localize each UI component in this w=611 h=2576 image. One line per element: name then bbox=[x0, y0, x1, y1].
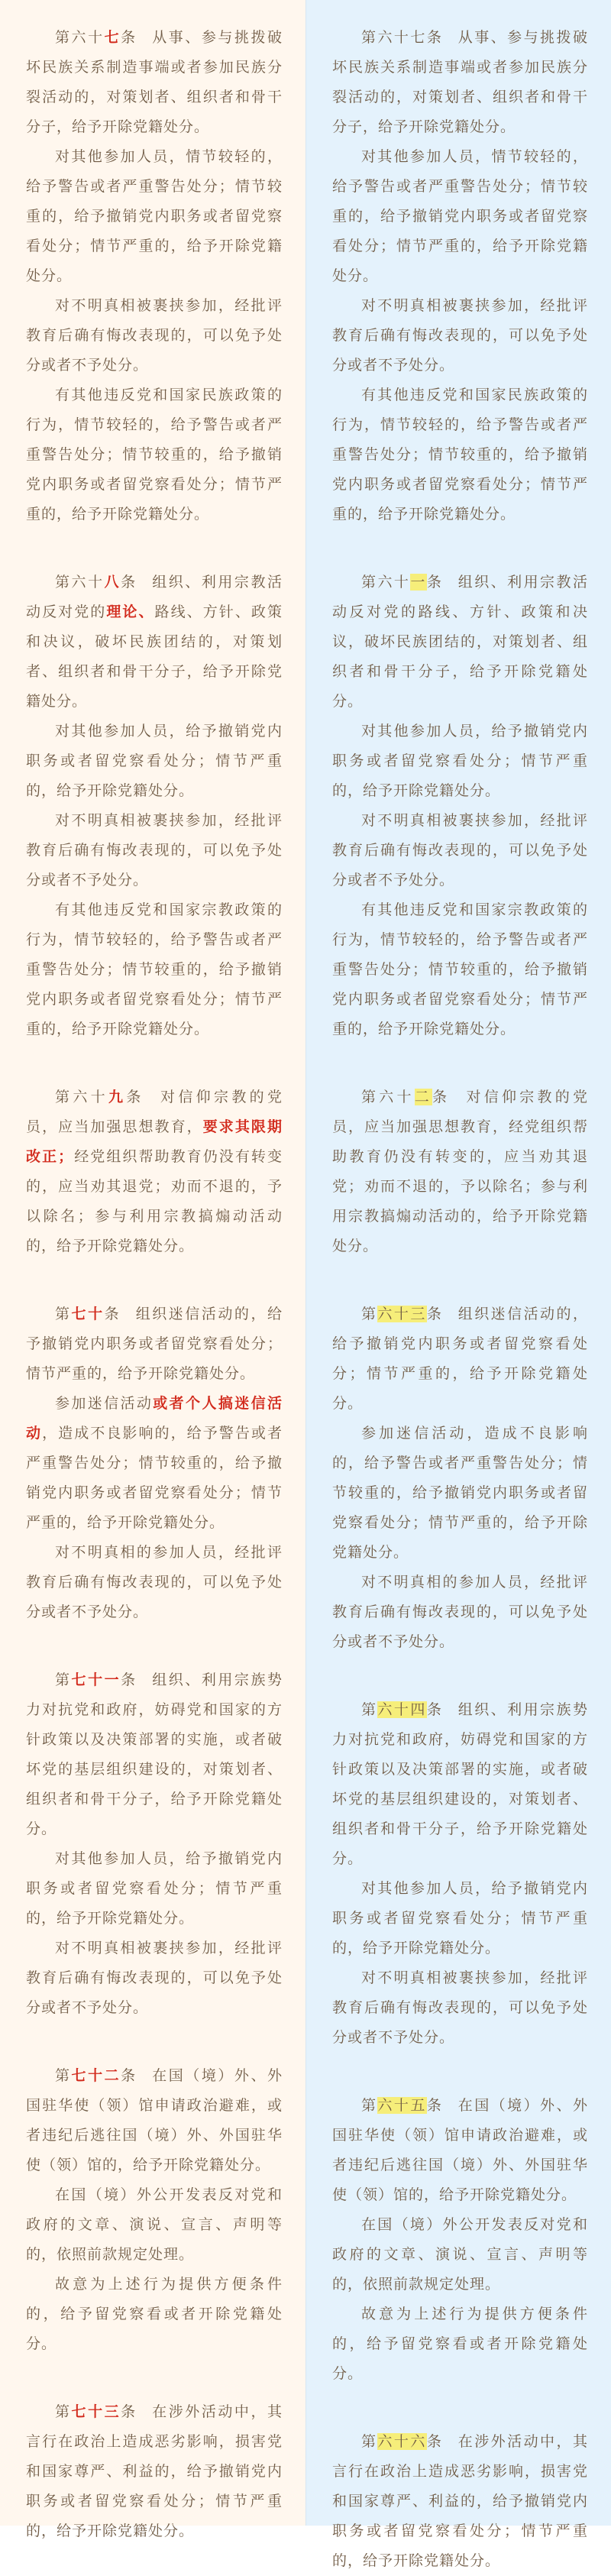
article-paragraph: 第七十二条 在国（境）外、外国驻华使（领）馆申请政治避难，或者违纪后逃往国（境）外、外国驻华使（领）馆的，给予开除党籍处分。 bbox=[26, 2067, 283, 2173]
article-paragraph: 参加迷信活动或者个人搞迷信活动，造成不良影响的，给予警告或者严重警告处分；情节较重的，给予撤销党内职务或者留党察看处分；情节严重的，给予开除党籍处分。 bbox=[26, 1395, 283, 1531]
article-paragraph: 有其他违反党和国家民族政策的行为，情节较轻的，给予警告或者严重警告处分；情节较重的，给予撤销党内职务或者留党察看处分；情节严重的，给予开除党籍处分。 bbox=[332, 387, 588, 523]
revision-highlight: 或者个人搞迷信活动 bbox=[26, 1395, 283, 1442]
revision-highlight: 理论、 bbox=[106, 604, 155, 620]
article-paragraph: 对不明真相被裹挟参加，经批评教育后确有悔改表现的，可以免予处分或者不予处分。 bbox=[26, 1940, 283, 2016]
article-64 bbox=[332, 1695, 588, 2053]
article-paragraph: 第六十一条 组织、利用宗教活动反对党的路线、方针、政策和决议，破坏民族团结的，对策划者、组织者和骨干分子，给予开除党籍处分。 bbox=[332, 574, 588, 710]
article-paragraph: 第六十八条 组织、利用宗教活动反对党的理论、路线、方针、政策和决议，破坏民族团结的，对策划者、组织者和骨干分子，给予开除党籍处分。 bbox=[26, 574, 283, 710]
article-number: 第六十四条 bbox=[361, 1701, 444, 1718]
article-paragraph: 对其他参加人员，情节较轻的，给予警告或者严重警告处分；情节较重的，给予撤销党内职务或者留党察看处分；情节严重的，给予开除党籍处分。 bbox=[26, 148, 283, 284]
article-paragraph: 第六十七条 从事、参与挑拨破坏民族关系制造事端或者参加民族分裂活动的，对策划者、组织者和骨干分子，给予开除党籍处分。 bbox=[26, 29, 283, 135]
article-71 bbox=[26, 1665, 283, 2023]
article-73 bbox=[26, 2397, 283, 2546]
article-62 bbox=[332, 1083, 588, 1261]
article-paragraph: 对不明真相被裹挟参加，经批评教育后确有悔改表现的，可以免予处分或者不予处分。 bbox=[332, 812, 588, 888]
article-number: 第六十二条 bbox=[361, 1089, 451, 1105]
article-number: 第七十一条 bbox=[55, 1671, 137, 1688]
article-number: 第六十七条 bbox=[361, 29, 444, 46]
article-number: 第六十七条 bbox=[55, 29, 137, 46]
article-number: 第六十八条 bbox=[55, 574, 137, 591]
article-paragraph: 对其他参加人员，给予撤销党内职务或者留党察看处分；情节严重的，给予开除党籍处分。 bbox=[26, 1850, 283, 1927]
article-paragraph: 对其他参加人员，给予撤销党内职务或者留党察看处分；情节严重的，给予开除党籍处分。 bbox=[332, 1880, 588, 1956]
article-paragraph: 在国（境）外公开发表反对党和政府的文章、演说、宣言、声明等的，依照前款规定处理。 bbox=[26, 2186, 283, 2263]
article-paragraph: 在国（境）外公开发表反对党和政府的文章、演说、宣言、声明等的，依照前款规定处理。 bbox=[332, 2216, 588, 2293]
article-72 bbox=[26, 2061, 283, 2359]
article-paragraph: 对不明真相被裹挟参加，经批评教育后确有悔改表现的，可以免予处分或者不予处分。 bbox=[26, 812, 283, 888]
article-paragraph: 有其他违反党和国家宗教政策的行为，情节较轻的，给予警告或者严重警告处分；情节较重的，给予撤销党内职务或者留党察看处分；情节严重的，给予开除党籍处分。 bbox=[332, 901, 588, 1037]
article-paragraph: 故意为上述行为提供方便条件的，给予留党察看或者开除党籍处分。 bbox=[26, 2276, 283, 2352]
article-70 bbox=[26, 1299, 283, 1627]
article-number: 第七十二条 bbox=[55, 2067, 137, 2084]
article-paragraph: 故意为上述行为提供方便条件的，给予留党察看或者开除党籍处分。 bbox=[332, 2306, 588, 2382]
article-paragraph: 对不明真相的参加人员，经批评教育后确有悔改表现的，可以免予处分或者不予处分。 bbox=[26, 1544, 283, 1620]
article-number: 第六十九条 bbox=[55, 1089, 144, 1105]
article-paragraph: 对其他参加人员，给予撤销党内职务或者留党察看处分；情节严重的，给予开除党籍处分。 bbox=[332, 723, 588, 799]
article-paragraph: 第七十三条 在涉外活动中，其言行在政治上造成恶劣影响，损害党和国家尊严、利益的，给予撤销党内职务或者留党察看处分；情节严重的，给予开除党籍处分。 bbox=[26, 2403, 283, 2539]
article-paragraph: 对不明真相的参加人员，经批评教育后确有悔改表现的，可以免予处分或者不予处分。 bbox=[332, 1574, 588, 1650]
revision-highlight: 要求其限期改正； bbox=[26, 1118, 283, 1165]
article-paragraph: 第六十三条 组织迷信活动的，给予撤销党内职务或者留党察看处分；情节严重的，给予开除党籍处分。 bbox=[332, 1306, 588, 1412]
article-paragraph: 有其他违反党和国家宗教政策的行为，情节较轻的，给予警告或者严重警告处分；情节较重的，给予撤销党内职务或者留党察看处分；情节严重的，给予开除党籍处分。 bbox=[26, 901, 283, 1037]
article-paragraph: 第六十七条 从事、参与挑拨破坏民族关系制造事端或者参加民族分裂活动的，对策划者、组织者和骨干分子，给予开除党籍处分。 bbox=[332, 29, 588, 135]
article-number: 第七十条 bbox=[55, 1306, 121, 1322]
article-paragraph: 对不明真相被裹挟参加，经批评教育后确有悔改表现的，可以免予处分或者不予处分。 bbox=[26, 297, 283, 374]
article-paragraph: 第六十五条 在国（境）外、外国驻华使（领）馆申请政治避难，或者违纪后逃往国（境）外、外国驻华使（领）馆的，给予开除党籍处分。 bbox=[332, 2097, 588, 2203]
article-number: 第六十六条 bbox=[361, 2433, 444, 2450]
article-paragraph: 对其他参加人员，给予撤销党内职务或者留党察看处分；情节严重的，给予开除党籍处分。 bbox=[26, 723, 283, 799]
article-paragraph: 第六十二条 对信仰宗教的党员，应当加强思想教育，经党组织帮助教育仍没有转变的，应当劝其退党；劝而不退的，予以除名；参与利用宗教搞煽动活动的，给予开除党籍处分。 bbox=[332, 1089, 588, 1254]
article-paragraph: 有其他违反党和国家民族政策的行为，情节较轻的，给予警告或者严重警告处分；情节较重的，给予撤销党内职务或者留党察看处分；情节严重的，给予开除党籍处分。 bbox=[26, 387, 283, 523]
article-67 bbox=[26, 23, 283, 529]
article-57 bbox=[332, 23, 588, 529]
article-number: 第六十一条 bbox=[361, 574, 444, 591]
article-63 bbox=[332, 1299, 588, 1657]
revised-column bbox=[0, 0, 306, 2539]
article-66 bbox=[332, 2427, 588, 2576]
article-number: 第七十三条 bbox=[55, 2403, 137, 2420]
article-number: 第六十五条 bbox=[361, 2097, 444, 2114]
article-paragraph: 对其他参加人员，情节较轻的，给予警告或者严重警告处分；情节较重的，给予撤销党内职务或者留党察看处分；情节严重的，给予开除党籍处分。 bbox=[332, 148, 588, 284]
article-paragraph: 参加迷信活动，造成不良影响的，给予警告或者严重警告处分；情节较重的，给予撤销党内职务或者留党察看处分；情节严重的，给予开除党籍处分。 bbox=[332, 1425, 588, 1561]
article-61 bbox=[332, 568, 588, 1044]
original-column bbox=[306, 0, 611, 2569]
article-paragraph: 对不明真相被裹挟参加，经批评教育后确有悔改表现的，可以免予处分或者不予处分。 bbox=[332, 297, 588, 374]
article-69 bbox=[26, 1083, 283, 1261]
article-paragraph: 第六十九条 对信仰宗教的党员，应当加强思想教育，要求其限期改正；经党组织帮助教育仍没有转变的，应当劝其退党；劝而不退的，予以除名；参与利用宗教搞煽动活动的，给予开除党籍处分。 bbox=[26, 1089, 283, 1254]
article-paragraph: 第七十一条 组织、利用宗族势力对抗党和政府，妨碍党和国家的方针政策以及决策部署的实施，或者破坏党的基层组织建设的，对策划者、组织者和骨干分子，给予开除党籍处分。 bbox=[26, 1671, 283, 1837]
article-68 bbox=[26, 568, 283, 1044]
article-paragraph: 第六十四条 组织、利用宗族势力对抗党和政府，妨碍党和国家的方针政策以及决策部署的实施，或者破坏党的基层组织建设的，对策划者、组织者和骨干分子，给予开除党籍处分。 bbox=[332, 1701, 588, 1867]
article-65 bbox=[332, 2091, 588, 2389]
article-paragraph: 第七十条 组织迷信活动的，给予撤销党内职务或者留党察看处分；情节严重的，给予开除党籍处分。 bbox=[26, 1306, 283, 1382]
article-paragraph: 第六十六条 在涉外活动中，其言行在政治上造成恶劣影响，损害党和国家尊严、利益的，给予撤销党内职务或者留党察看处分；情节严重的，给予开除党籍处分。 bbox=[332, 2433, 588, 2569]
article-number: 第六十三条 bbox=[361, 1306, 444, 1322]
article-paragraph: 对不明真相被裹挟参加，经批评教育后确有悔改表现的，可以免予处分或者不予处分。 bbox=[332, 1969, 588, 2046]
